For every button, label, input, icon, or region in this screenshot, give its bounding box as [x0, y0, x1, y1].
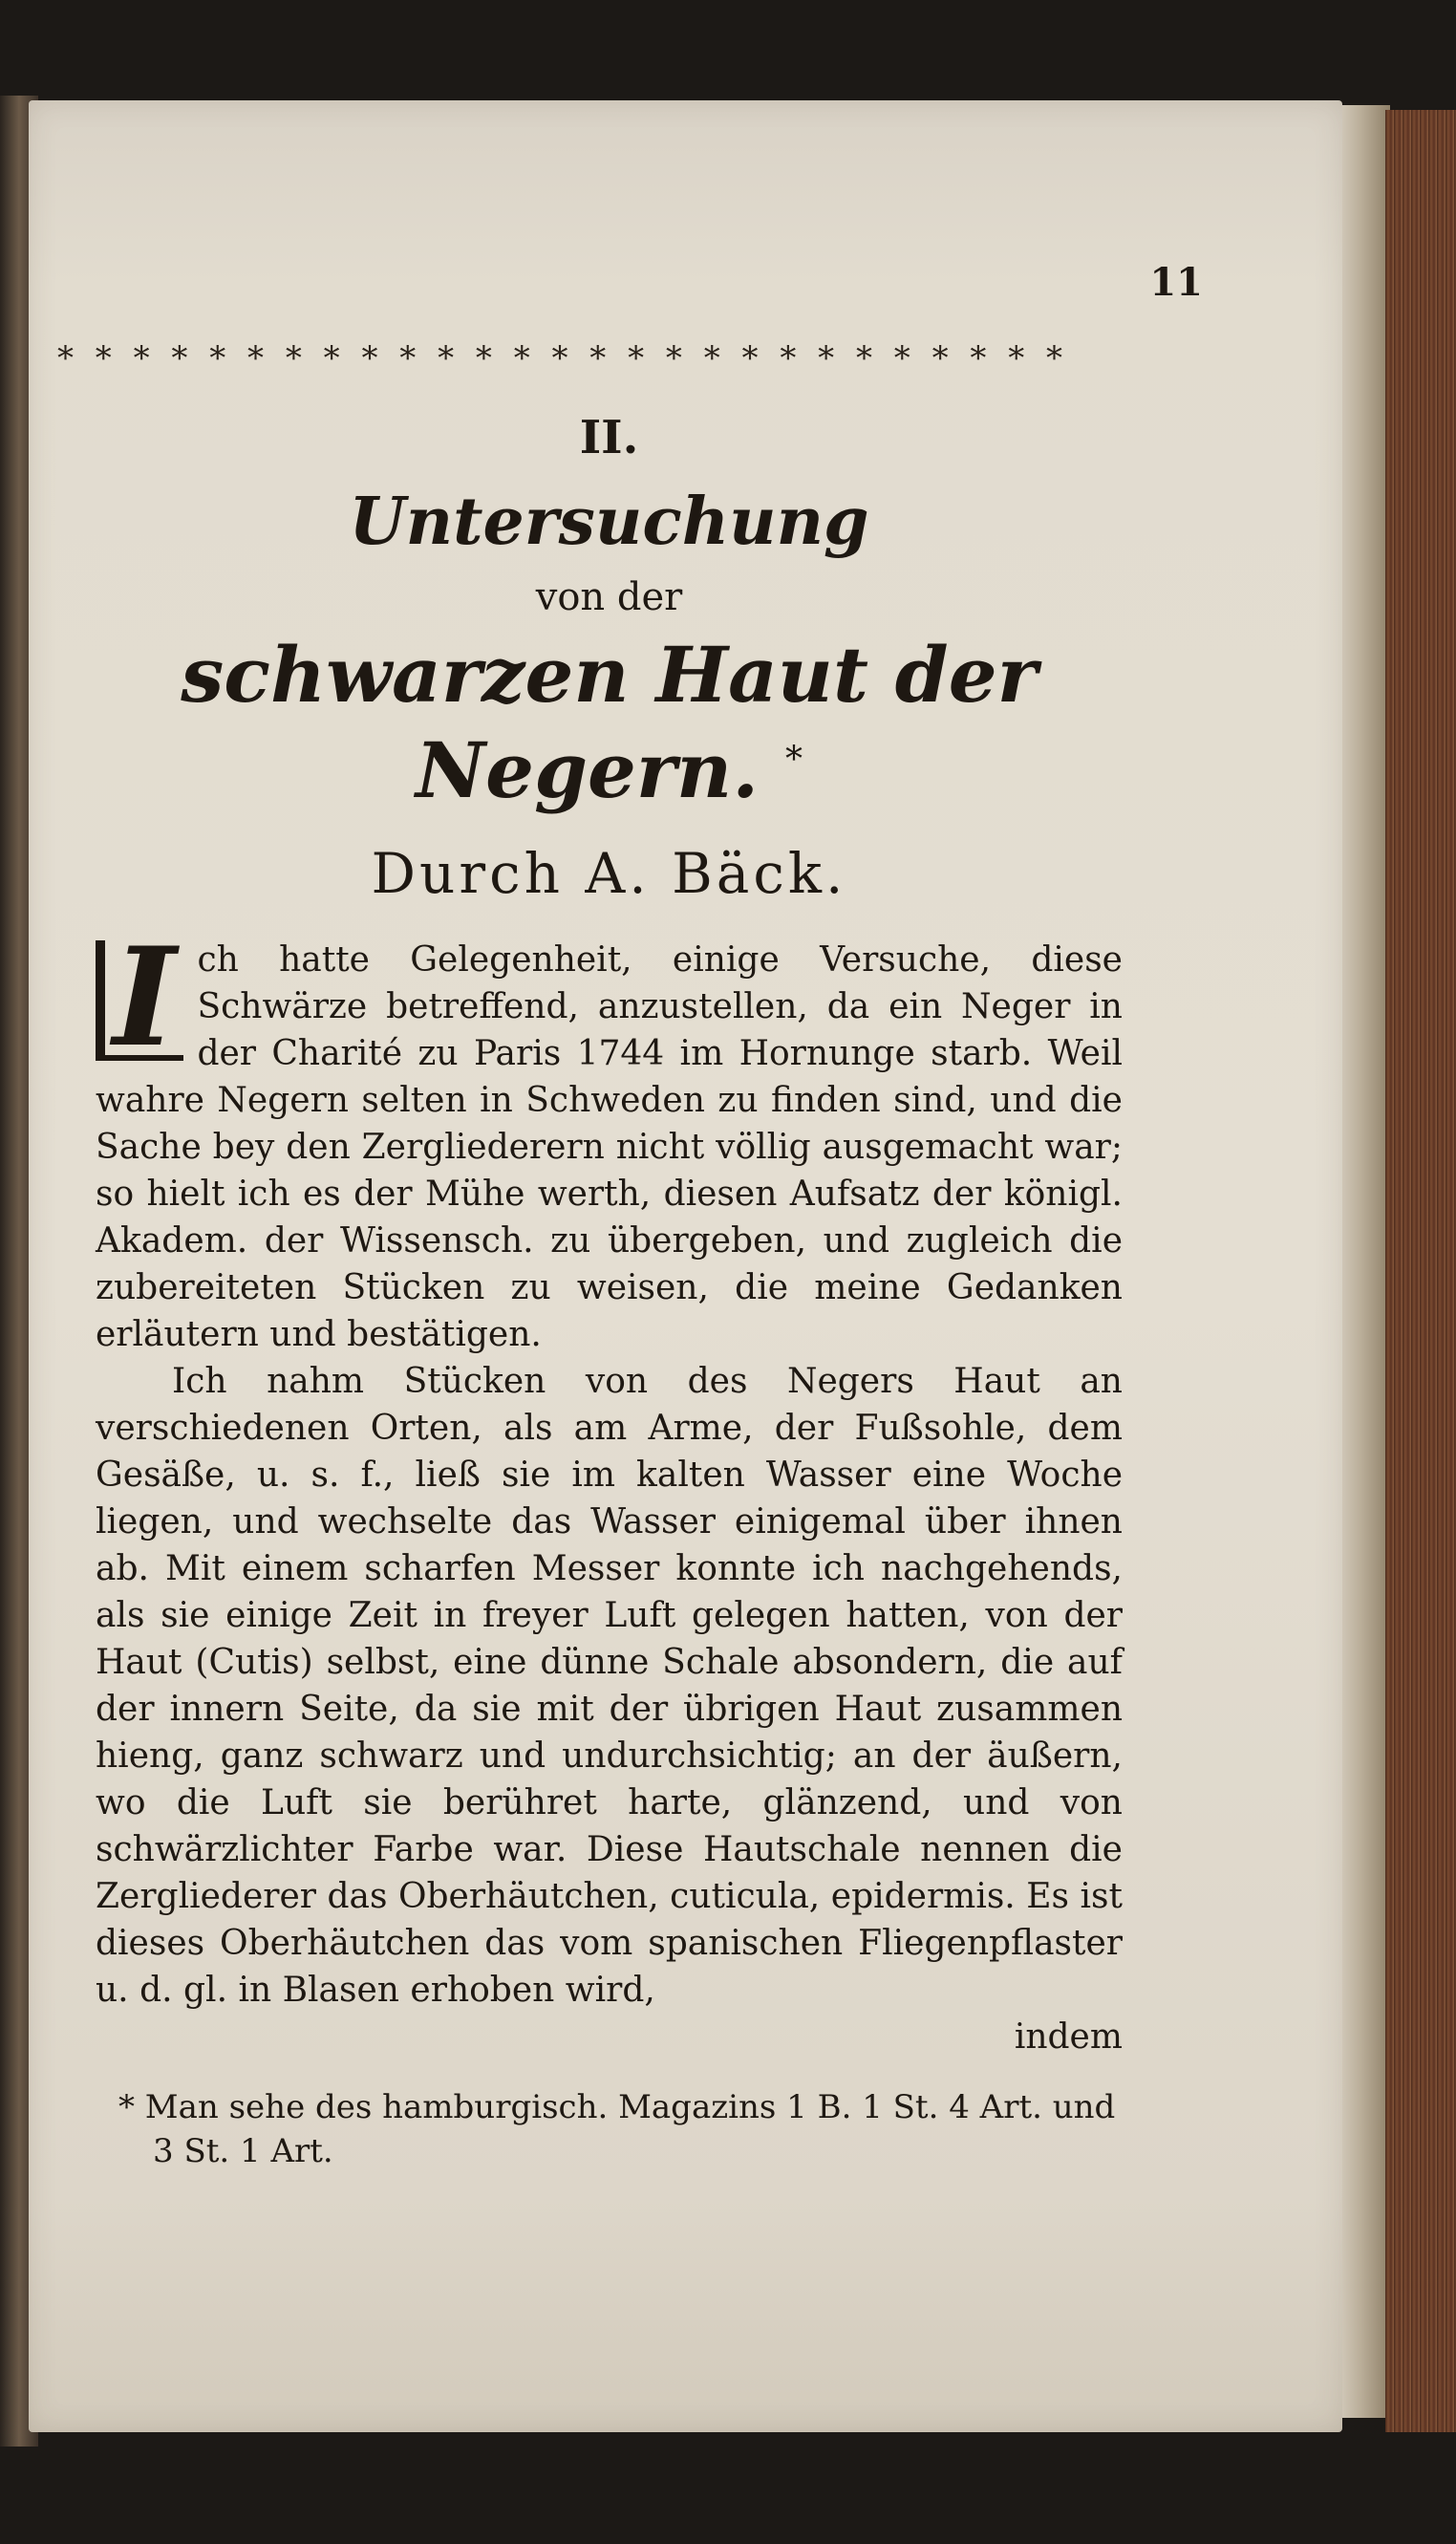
title-subtitle: [96, 627, 1123, 818]
title-subtitle-text: schwarzen Haut der Negern.: [181, 629, 1038, 815]
page-number: 11: [1149, 260, 1203, 305]
title-connector: von der: [535, 574, 683, 619]
section-number: II.: [579, 411, 639, 464]
title-footnote-marker: *: [784, 739, 803, 779]
book-fore-edge: [1385, 110, 1456, 2432]
dropcap-initial: I: [96, 940, 183, 1061]
author-line: Durch A. Bäck.: [371, 840, 847, 906]
catchword: indem: [1014, 2016, 1123, 2057]
page-content: [96, 411, 1123, 2173]
asterisk-ornament-rule: * * * * * * * * * * * * * * * * * * * * * * * * * * *: [57, 339, 1068, 377]
paragraph-1-text: ch hatte Gelegenheit, einige Versuche, diese Schwärze betreffend, anzustellen, da ein Neger in der Charité zu Paris 1744 im Hornunge starb. Weil wahre Negern selten in Schweden zu finden sind, und die Sache bey den Zergliederern nicht völlig ausgemacht war; so hielt ich es der Mühe werth, diesen Aufsatz der königl. Akadem. der Wissensch. zu übergeben, und zugleich die zubereiteten Stücken zu weisen, die meine Gedanken erläutern und bestätigen.: [96, 939, 1123, 1354]
page-curl-shadow: [1342, 105, 1390, 2418]
paragraph-1: [96, 917, 1123, 1358]
body-text: [96, 917, 1123, 2060]
paragraph-2: Ich nahm Stücken von des Negers Haut an verschiedenen Orten, als am Arme, der Fußsohle, dem Gesäße, u. s. f., ließ sie im kalten Wasser eine Woche liegen, und wechselte das Wasser einigemal über ihnen ab. Mit einem scharfen Messer konnte ich nachgehends, als sie einige Zeit in freyer Luft gelegen hatten, von der Haut (Cutis) selbst, eine dünne Schale absondern, die auf der innern Seite, da sie mit der übrigen Haut zusammen hieng, ganz schwarz und undurchsichtig; an der äußern, wo die Luft sie berühret harte, glänzend, und von schwärzlichter Farbe war. Diese Hautschale nennen die Zergliederer das Oberhäutchen, cuticula, epidermis. Es ist dieses Oberhäutchen das vom spanischen Fliegenpflaster u. d. gl. in Blasen erhoben wird,: [96, 1361, 1123, 2010]
title-main: Untersuchung: [349, 484, 869, 560]
footnote: * Man sehe des hamburgisch. Magazins 1 B. 1 St. 4 Art. und 3 St. 1 Art.: [118, 2087, 1116, 2170]
